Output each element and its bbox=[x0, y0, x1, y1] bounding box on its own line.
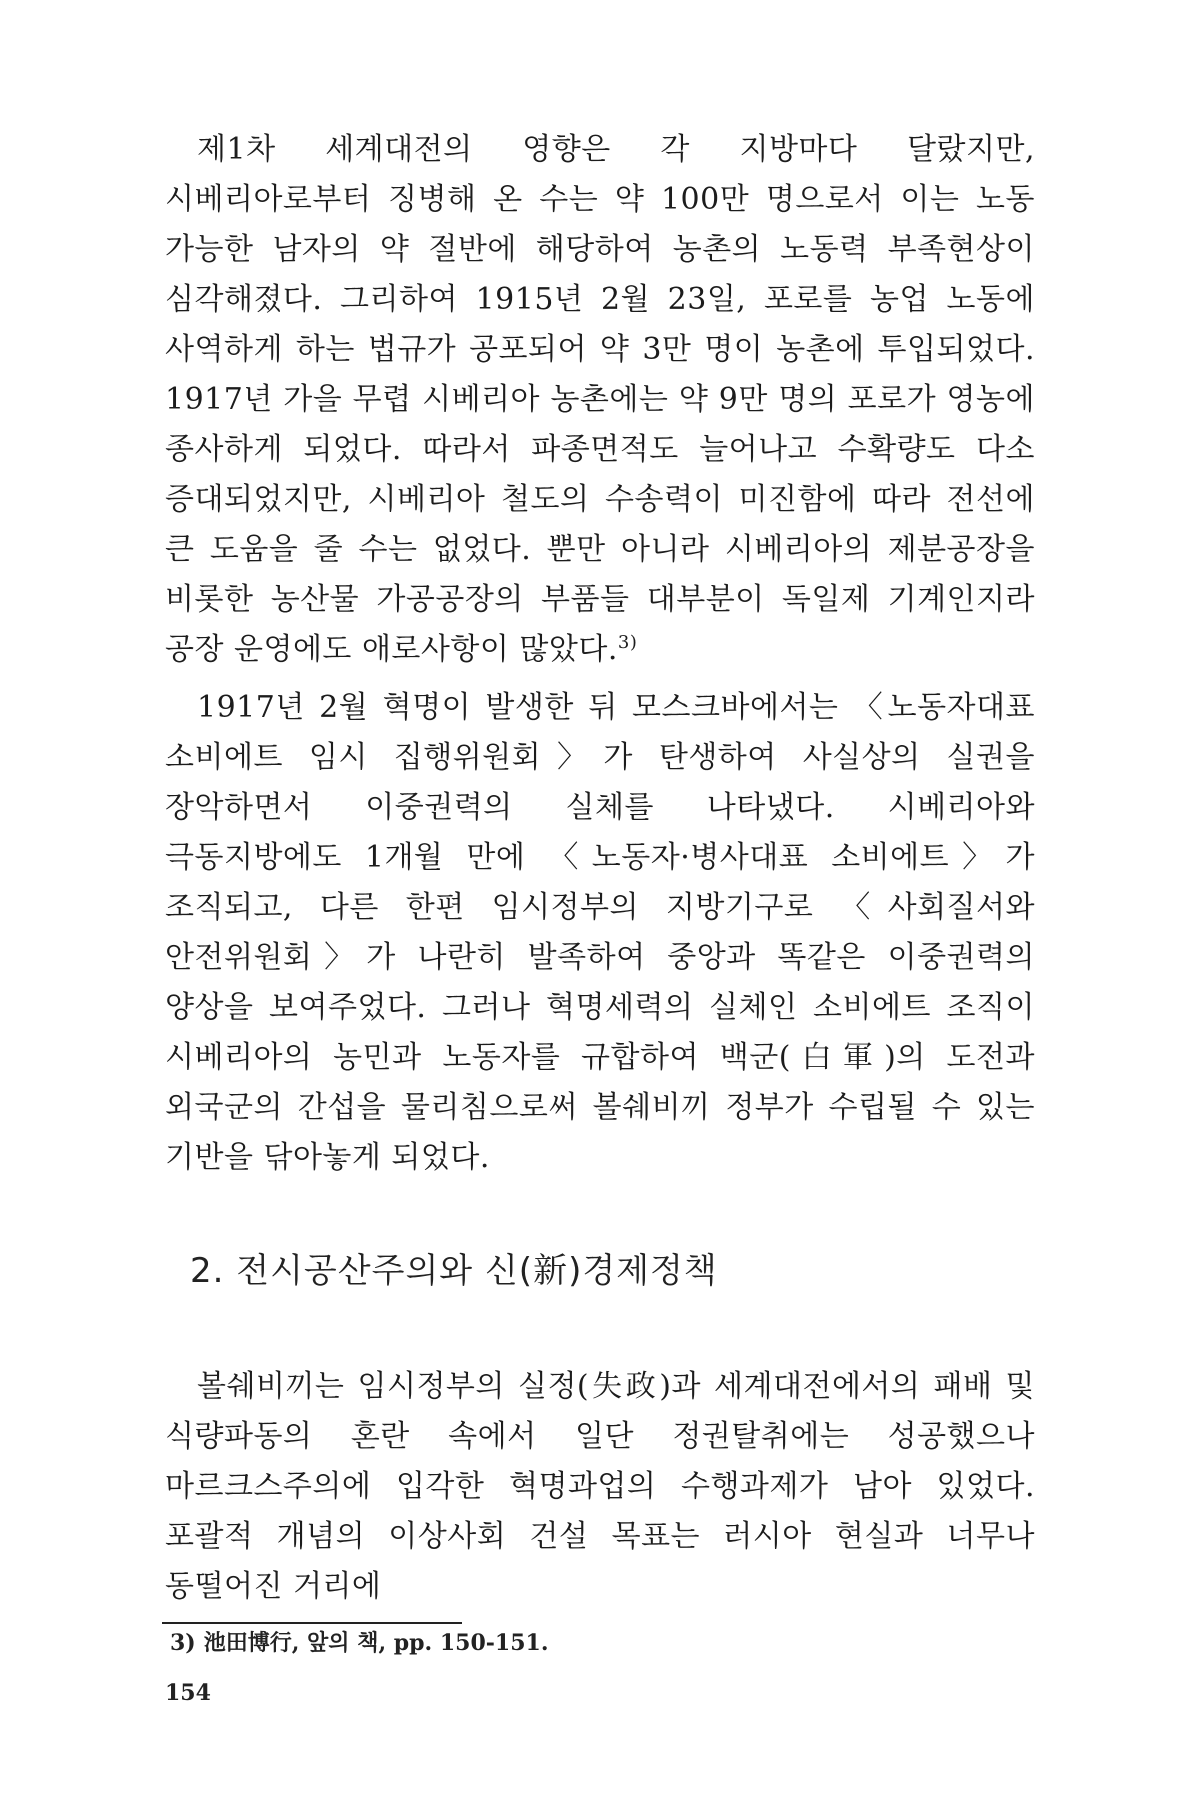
paragraph-1 bbox=[165, 125, 1035, 675]
paragraph-1-text: 제1차 세계대전의 영향은 각 지방마다 달랐지만, 시베리아로부터 징병해 온 수는 약 100만 명으로서 이는 노동 가능한 남자의 약 절반에 해당하여 농촌의 노동력 부족현상이 심각해졌다. 그리하여 1915년 2월 23일, 포로를 농업 노동에 사역하게 하는 법규가 공포되어 약 3만 명이 농촌에 투입되었다. 1917년 가을 무렵 시베리아 농촌에는 약 9만 명의 포로가 영농에 종사하게 되었다. 따라서 파종면적도 늘어나고 수확량도 다소 증대되었지만, 시베리아 철도의 수송력이 미진함에 따라 전선에 큰 도움을 줄 수는 없었다. 뿐만 아니라 시베리아의 제분공장을 비롯한 농산물 가공공장의 부품들 대부분이 독일제 기계인지라 공장 운영에도 애로사항이 많았다. bbox=[165, 132, 1035, 667]
paragraph-2-text: 1917년 2월 혁명이 발생한 뒤 모스크바에서는 〈노동자대표 소비에트 임시 집행위원회〉가 탄생하여 사실상의 실권을 장악하면서 이중권력의 실체를 나타냈다. 시베리아와 극동지방에도 1개월 만에 〈노동자·병사대표 소비에트〉가 조직되고, 다른 한편 임시정부의 지방기구로 〈사회질서와 안전위원회〉가 나란히 발족하여 중앙과 똑같은 이중권력의 양상을 보여주었다. 그러나 혁명세력의 실체인 소비에트 조직이 시베리아의 농민과 노동자를 규합하여 백군(白軍)의 도전과 외국군의 간섭을 물리침으로써 볼쉐비끼 정부가 수립될 수 있는 기반을 닦아놓게 되었다. bbox=[165, 690, 1035, 1175]
footnote-marker: 3) bbox=[170, 1630, 196, 1656]
footnote bbox=[170, 1628, 549, 1658]
paragraph-3-body bbox=[165, 1362, 1035, 1612]
paragraph-3-text: 볼쉐비끼는 임시정부의 실정(失政)과 세계대전에서의 패배 및 식량파동의 혼란 속에서 일단 정권탈취에는 성공했으나 마르크스주의에 입각한 혁명과업의 수행과제가 남아 있었다. 포괄적 개념의 이상사회 건설 목표는 러시아 현실과 너무나 동떨어진 거리에 bbox=[165, 1369, 1035, 1604]
paragraph-2-body bbox=[165, 683, 1035, 1183]
paragraph-3 bbox=[165, 1362, 1035, 1612]
paragraph-2 bbox=[165, 683, 1035, 1183]
footnote-text: 池田博行, 앞의 책, pp. 150-151. bbox=[203, 1630, 549, 1656]
section-heading: 2. 전시공산주의와 신(新)경제정책 bbox=[190, 1251, 718, 1291]
paragraph-1-body bbox=[165, 125, 1035, 675]
footnote-divider bbox=[162, 1622, 462, 1624]
footnote-reference[interactable]: 3) bbox=[617, 632, 638, 653]
page-number: 154 bbox=[165, 1680, 211, 1706]
